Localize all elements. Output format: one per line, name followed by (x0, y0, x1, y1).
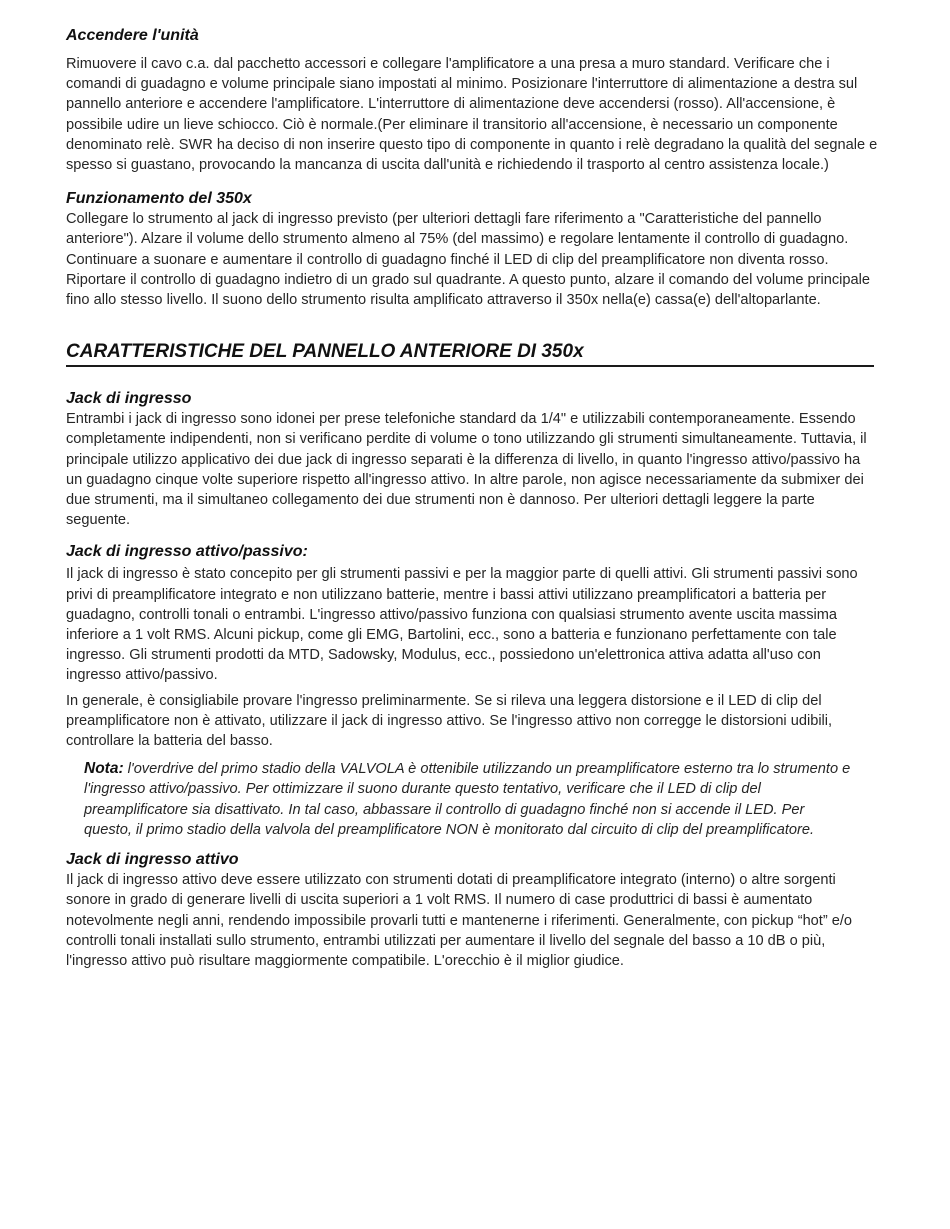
heading-jack-attivo: Jack di ingresso attivo (66, 851, 239, 869)
paragraph-attivo-passivo-2: In generale, è consigliabile provare l'ingresso preliminarmente. Se si rileva una leggera distorsione e il LED di clip del preamplificatore non è attivato, utilizzare il jack di ingresso attivo. Se l'ingresso attivo non corregge le distorsioni udibili, controllare la batteria del basso. (66, 692, 833, 750)
paragraph-accendere: Rimuovere il cavo c.a. dal pacchetto accessori e collegare l'amplificatore a una presa a muro standard. Verificare che i comandi di guadagno e volume principale siano impostati al minimo. Posizionare l'interruttore di alimentazione a destra sul pannello anteriore e accendere l'amplificatore. L'interruttore di alimentazione deve accendersi (rosso). All'accensione, è possibile udire un lieve schiocco. Ciò è normale.(Per eliminare il transitorio all'accensione, è necessario un componente denominato relè. SWR ha deciso di non inserire questo tipo di componente in quanto i relè degradano la qualità del segnale e spesso si guastano, provocando la mancanza di uscita dall'unità e richiedendo il trasporto al centro assistenza locale.) (66, 56, 878, 174)
note-paragraph (84, 759, 854, 840)
note-label: Nota: (84, 760, 124, 778)
section-title: CARATTERISTICHE DEL PANNELLO ANTERIORE DI 350x (66, 340, 874, 367)
note-block (84, 759, 854, 840)
paragraph-funzionamento: Collegare lo strumento al jack di ingresso previsto (per ulteriori dettagli fare riferimento a "Caratteristiche del pannello anteriore"). Alzare il volume dello strumento almeno al 75% (del massimo) e regolare lentamente il controllo di guadagno. Continuare a suonare e aumentare il controllo di guadagno finché il LED di clip del preamplificatore non diventa rosso. Riportare il controllo di guadagno indietro di un grado sul quadrante. A questo punto, alzare il comando del volume principale fino allo stesso livello. Il suono dello strumento risulta amplificato attraverso il 350x nella(e) cassa(e) dell'altoparlante. (66, 211, 870, 309)
heading-accendere: Accendere l'unità (66, 27, 199, 44)
paragraph-jack-attivo: Il jack di ingresso attivo deve essere utilizzato con strumenti dotati di preamplificatore integrato (interno) o altre sorgenti sonore in grado di generare livelli di uscita superiori a 1 volt RMS. Il numero di case produttrici di bassi è aumentato notevolmente negli anni, rendendo impossibile provarli tutti e mantenerne i riferimenti. Generalmente, con pickup “hot” e/o controlli tonali installati sullo strumento, entrambi utilizzati per aumentare il livello del segnale del basso a 10 dB o più, l'ingresso attivo può risultare maggiormente compatibile. L'orecchio è il miglior giudice. (66, 872, 853, 969)
paragraph-attivo-passivo-1: Il jack di ingresso è stato concepito per gli strumenti passivi e per la maggior parte di quelli attivi. Gli strumenti passivi sono privi di preamplificatore integrato e non utilizzano batterie, mentre i bassi attivi utilizzano preamplificatori a batteria per guadagno, controlli tonali o entrambi. L'ingresso attivo/passivo funziona con qualsiasi strumento avente uscita massima inferiore a 1 volt RMS. Alcuni pickup, come gli EMG, Bartolini, ecc., sono a batteria e funzionano perfettamente con tale ingresso. Gli strumenti prodotti da MTD, Sadowsky, Modulus, ecc., possiedono un'elettronica attiva adatta all'uso con ingresso attivo/passivo. (66, 566, 858, 684)
heading-jack-attivo-passivo: Jack di ingresso attivo/passivo: (66, 543, 308, 561)
note-text: l'overdrive del primo stadio della VALVOLA è ottenibile utilizzando un preamplificatore esterno tra lo strumento e l'ingresso attivo/passivo. Per ottimizzare il suono durante questo tentativo, verificare che il LED di clip del preamplificatore sia disattivato. In tal caso, abbassare il controllo di guadagno finché non si accende il LED. Per questo, il primo stadio della valvola del preamplificatore NON è monitorato dal circuito di clip del preamplificatore. (84, 761, 851, 838)
document-page (66, 0, 878, 971)
paragraph-jack-ingresso: Entrambi i jack di ingresso sono idonei per prese telefoniche standard da 1/4" e utilizzabili contemporaneamente. Essendo completamente indipendenti, non si verificano perdite di volume o tono utilizzando gli strumenti simultaneamente. Tuttavia, il principale utilizzo applicativo dei due jack di ingresso separati è la differenza di livello, in quanto l'ingresso attivo/passivo ha un guadagno cinque volte superiore rispetto all'ingresso attivo. In altre parole, non agisce necessariamente da submixer dei due strumenti, ma il simultaneo collegamento dei due strumenti non è dannoso. Per ulteriori dettagli leggere la parte seguente. (66, 411, 867, 529)
heading-funzionamento: Funzionamento del 350x (66, 190, 252, 208)
heading-jack-ingresso: Jack di ingresso (66, 390, 192, 408)
